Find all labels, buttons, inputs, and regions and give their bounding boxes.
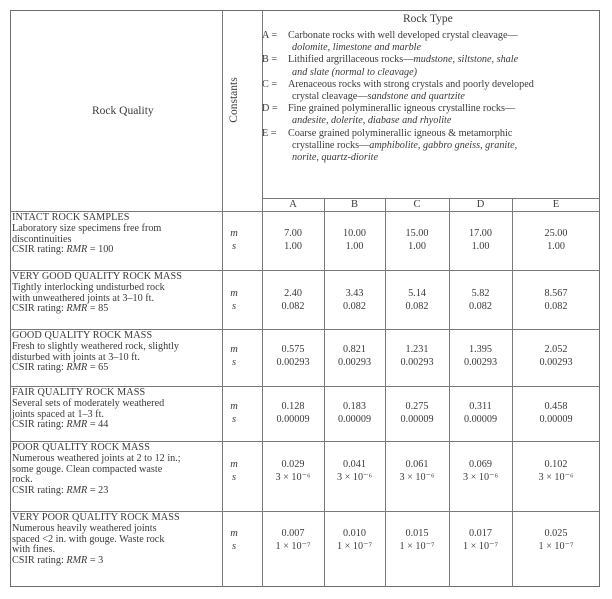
row-desc-line: discontinuities bbox=[12, 233, 72, 245]
s-value: 1 × 10⁻⁷ bbox=[538, 541, 574, 552]
constants-header: Constants bbox=[228, 77, 240, 123]
m-value: 1.231 bbox=[405, 344, 429, 355]
rating-value: = 44 bbox=[87, 419, 109, 431]
m-value: 0.102 bbox=[544, 459, 568, 470]
csir-rating bbox=[12, 304, 182, 315]
csir-rating bbox=[12, 486, 181, 497]
s-value: 1.00 bbox=[547, 241, 565, 252]
rating-prefix: CSIR rating: bbox=[12, 419, 67, 431]
table-cell bbox=[385, 400, 449, 426]
row-desc-line: Tightly interlocking undisturbed rock bbox=[12, 281, 165, 293]
table-cell bbox=[262, 458, 324, 484]
const-s-label: s bbox=[231, 241, 237, 252]
row-desc-line: spaced <2 in. with gouge. Waste rock bbox=[12, 533, 165, 545]
const-m-label: m bbox=[230, 401, 238, 412]
s-value: 0.082 bbox=[405, 301, 429, 312]
m-value: 0.183 bbox=[343, 401, 366, 412]
m-value: 5.82 bbox=[471, 288, 490, 299]
s-value: 0.00009 bbox=[276, 414, 310, 425]
const-m-label: m bbox=[230, 459, 238, 470]
row-description bbox=[12, 443, 181, 497]
rating-rmr: RMR bbox=[66, 419, 88, 431]
s-value: 1.00 bbox=[471, 241, 490, 252]
m-value: 0.015 bbox=[405, 528, 429, 539]
row-desc-line: Several sets of moderately weathered bbox=[12, 397, 165, 409]
row-description bbox=[12, 513, 180, 567]
table-cell bbox=[512, 287, 600, 313]
constants-labels bbox=[228, 287, 240, 313]
rating-rmr: RMR bbox=[66, 362, 88, 374]
m-value: 0.069 bbox=[469, 459, 492, 470]
row-title: VERY POOR QUALITY ROCK MASS bbox=[12, 512, 180, 523]
s-value: 3 × 10⁻⁶ bbox=[462, 472, 499, 483]
rock-type-header: Rock Type bbox=[403, 13, 453, 25]
row-description bbox=[12, 388, 164, 431]
table-cell bbox=[449, 458, 512, 484]
table-cell bbox=[385, 343, 449, 369]
divider-quality-constants bbox=[222, 10, 223, 587]
legend-text-e-2: crystalline rocks— bbox=[292, 139, 370, 151]
table-cell bbox=[512, 343, 600, 369]
s-value: 0.00293 bbox=[539, 357, 573, 368]
const-m-label: m bbox=[230, 288, 238, 299]
column-header-d: D bbox=[476, 199, 485, 210]
row-desc-line: rock. bbox=[12, 474, 33, 486]
legend-species-d: andesite, dolerite, diabase and rhyolite bbox=[292, 115, 452, 127]
table-cell bbox=[512, 400, 600, 426]
rating-value: = 85 bbox=[87, 303, 109, 315]
rating-value: = 65 bbox=[87, 362, 109, 374]
row-title: POOR QUALITY ROCK MASS bbox=[12, 442, 150, 453]
const-s-label: s bbox=[231, 301, 237, 312]
m-value: 0.575 bbox=[281, 344, 305, 355]
table-cell bbox=[324, 227, 385, 253]
rating-rmr: RMR bbox=[66, 244, 88, 256]
s-value: 0.00293 bbox=[276, 357, 310, 368]
s-value: 0.00293 bbox=[337, 357, 372, 368]
m-value: 0.007 bbox=[281, 528, 305, 539]
table-cell bbox=[324, 343, 385, 369]
table-cell bbox=[324, 400, 385, 426]
legend-text-a: Carbonate rocks with well developed crystal cleavage— bbox=[288, 30, 518, 41]
constants-labels bbox=[228, 458, 240, 484]
constants-labels bbox=[228, 343, 240, 369]
legend-species-e-1: amphibolite, gabbro gneiss, granite, bbox=[369, 139, 518, 151]
m-value: 0.311 bbox=[469, 401, 492, 412]
column-header-a: A bbox=[289, 199, 297, 210]
m-value: 0.458 bbox=[544, 401, 568, 412]
row-desc-line: with fines. bbox=[12, 544, 56, 556]
m-value: 25.00 bbox=[544, 228, 568, 239]
legend-text-b: Lithified argrillaceous rocks— bbox=[288, 54, 414, 66]
m-value: 0.010 bbox=[343, 528, 366, 539]
csir-rating bbox=[12, 420, 164, 431]
m-value: 0.128 bbox=[281, 401, 305, 412]
table-cell bbox=[262, 527, 324, 553]
s-value: 1 × 10⁻⁷ bbox=[275, 541, 311, 552]
table-cell bbox=[385, 287, 449, 313]
legend-species-c: sandstone and quartzite bbox=[367, 91, 465, 103]
legend-species-a: dolomite, limestone and marble bbox=[292, 42, 422, 54]
row-desc-line: Fresh to slightly weathered rock, slightly bbox=[12, 340, 179, 352]
legend-item-d bbox=[262, 103, 534, 127]
row-title: FAIR QUALITY ROCK MASS bbox=[12, 387, 146, 398]
s-value: 3 × 10⁻⁶ bbox=[336, 472, 373, 483]
m-value: 2.052 bbox=[544, 344, 568, 355]
s-value: 0.00009 bbox=[539, 414, 573, 425]
legend-item-c bbox=[262, 79, 534, 103]
m-value: 7.00 bbox=[284, 228, 302, 239]
s-value: 1 × 10⁻⁷ bbox=[399, 541, 435, 552]
s-value: 3 × 10⁻⁶ bbox=[275, 472, 311, 483]
row-title: GOOD QUALITY ROCK MASS bbox=[12, 330, 153, 341]
row-title: INTACT ROCK SAMPLES bbox=[12, 212, 130, 223]
s-value: 0.00009 bbox=[400, 414, 434, 425]
table-cell bbox=[512, 527, 600, 553]
s-value: 1.00 bbox=[408, 241, 426, 252]
m-value: 15.00 bbox=[405, 228, 429, 239]
legend-key-e: E = bbox=[262, 127, 277, 139]
s-value: 1.00 bbox=[345, 241, 364, 252]
row-desc-line: Numerous heavily weathered joints bbox=[12, 522, 157, 534]
const-s-label: s bbox=[231, 472, 237, 483]
constants-labels bbox=[228, 400, 240, 426]
csir-rating bbox=[12, 245, 161, 256]
table-cell bbox=[449, 343, 512, 369]
row-description bbox=[12, 213, 161, 256]
s-value: 0.00009 bbox=[463, 414, 498, 425]
const-s-label: s bbox=[231, 414, 237, 425]
constants-labels bbox=[228, 227, 240, 253]
legend-item-e bbox=[262, 128, 534, 165]
constants-labels bbox=[228, 527, 240, 553]
const-s-label: s bbox=[231, 541, 237, 552]
table-cell bbox=[324, 287, 385, 313]
table-cell bbox=[512, 458, 600, 484]
m-value: 0.025 bbox=[544, 528, 568, 539]
m-value: 0.029 bbox=[281, 459, 305, 470]
s-value: 0.082 bbox=[544, 301, 568, 312]
s-value: 1 × 10⁻⁷ bbox=[336, 541, 373, 552]
row-desc-line: disturbed with joints at 3–10 ft. bbox=[12, 351, 140, 363]
legend-text-e: Coarse grained polyminerallic igneous & metamorphic bbox=[288, 127, 513, 139]
s-value: 1 × 10⁻⁷ bbox=[462, 541, 499, 552]
s-value: 0.082 bbox=[469, 301, 492, 312]
row-desc-line: joints spaced at 1–3 ft. bbox=[12, 408, 104, 420]
m-value: 10.00 bbox=[343, 228, 366, 239]
csir-rating bbox=[12, 556, 180, 567]
column-header-c: C bbox=[413, 199, 421, 210]
m-value: 8.567 bbox=[544, 288, 568, 299]
s-value: 0.00293 bbox=[463, 357, 498, 368]
m-value: 3.43 bbox=[345, 288, 364, 299]
legend-key-a: A = bbox=[262, 30, 278, 41]
legend-key-d: D = bbox=[262, 103, 278, 115]
const-s-label: s bbox=[231, 357, 237, 368]
rating-prefix: CSIR rating: bbox=[12, 485, 67, 497]
table-cell bbox=[449, 287, 512, 313]
m-value: 0.017 bbox=[469, 528, 492, 539]
table-cell bbox=[324, 458, 385, 484]
table-cell bbox=[385, 527, 449, 553]
csir-rating bbox=[12, 363, 179, 374]
rating-prefix: CSIR rating: bbox=[12, 244, 67, 256]
legend-item-a bbox=[262, 30, 534, 54]
legend-species-e-2: norite, quartz-diorite bbox=[292, 152, 379, 164]
legend-key-c: C = bbox=[262, 78, 278, 90]
table-cell bbox=[262, 227, 324, 253]
rating-value: = 3 bbox=[87, 555, 104, 567]
legend-item-b bbox=[262, 54, 534, 78]
row-desc-line: with unweathered joints at 3–10 ft. bbox=[12, 292, 155, 304]
rating-rmr: RMR bbox=[66, 303, 88, 315]
m-value: 5.14 bbox=[408, 288, 426, 299]
table-cell bbox=[262, 343, 324, 369]
table-cell bbox=[385, 227, 449, 253]
rating-value: = 100 bbox=[87, 244, 114, 256]
rating-prefix: CSIR rating: bbox=[12, 303, 67, 315]
row-desc-line: Laboratory size specimens free from bbox=[12, 222, 162, 234]
row-description bbox=[12, 272, 182, 315]
legend-text-c-2: crystal cleavage— bbox=[292, 91, 368, 103]
row-title: VERY GOOD QUALITY ROCK MASS bbox=[12, 271, 183, 282]
legend-text-c: Arenaceous rocks with strong crystals and poorly developed bbox=[288, 78, 534, 90]
const-m-label: m bbox=[230, 528, 238, 539]
table-cell bbox=[324, 527, 385, 553]
s-value: 0.00009 bbox=[337, 414, 372, 425]
row-desc-line: some gouge. Clean compacted waste bbox=[12, 463, 163, 475]
legend-species-b-1: mudstone, siltstone, shale bbox=[413, 54, 519, 66]
legend-key-b: B = bbox=[262, 54, 278, 66]
m-value: 17.00 bbox=[469, 228, 492, 239]
rating-rmr: RMR bbox=[66, 555, 88, 567]
rating-prefix: CSIR rating: bbox=[12, 555, 67, 567]
s-value: 1.00 bbox=[284, 241, 302, 252]
s-value: 0.082 bbox=[343, 301, 366, 312]
m-value: 0.061 bbox=[405, 459, 429, 470]
rating-value: = 23 bbox=[87, 485, 109, 497]
rock-quality-header: Rock Quality bbox=[92, 105, 154, 117]
s-value: 3 × 10⁻⁶ bbox=[538, 472, 574, 483]
m-value: 2.40 bbox=[284, 288, 302, 299]
row-description bbox=[12, 331, 179, 374]
column-header-b: B bbox=[350, 199, 358, 210]
table-cell bbox=[512, 227, 600, 253]
s-value: 0.082 bbox=[281, 301, 305, 312]
s-value: 0.00293 bbox=[400, 357, 434, 368]
m-value: 0.275 bbox=[405, 401, 429, 412]
table-cell bbox=[385, 458, 449, 484]
legend-species-b-2: and slate (normal to cleavage) bbox=[292, 66, 418, 78]
column-header-e: E bbox=[552, 199, 560, 210]
m-value: 0.041 bbox=[343, 459, 366, 470]
legend-text-d: Fine grained polyminerallic igneous crystalline rocks— bbox=[288, 103, 516, 115]
rating-prefix: CSIR rating: bbox=[12, 362, 67, 374]
const-m-label: m bbox=[230, 344, 238, 355]
row-desc-line: Numerous weathered joints at 2 to 12 in.; bbox=[12, 452, 181, 464]
table-cell bbox=[262, 287, 324, 313]
table-cell bbox=[449, 400, 512, 426]
const-m-label: m bbox=[230, 228, 238, 239]
m-value: 1.395 bbox=[469, 344, 492, 355]
table-cell bbox=[262, 400, 324, 426]
table-cell bbox=[449, 527, 512, 553]
m-value: 0.821 bbox=[343, 344, 366, 355]
s-value: 3 × 10⁻⁶ bbox=[399, 472, 435, 483]
rating-rmr: RMR bbox=[66, 485, 88, 497]
rock-type-legend bbox=[262, 30, 534, 164]
table-cell bbox=[449, 227, 512, 253]
